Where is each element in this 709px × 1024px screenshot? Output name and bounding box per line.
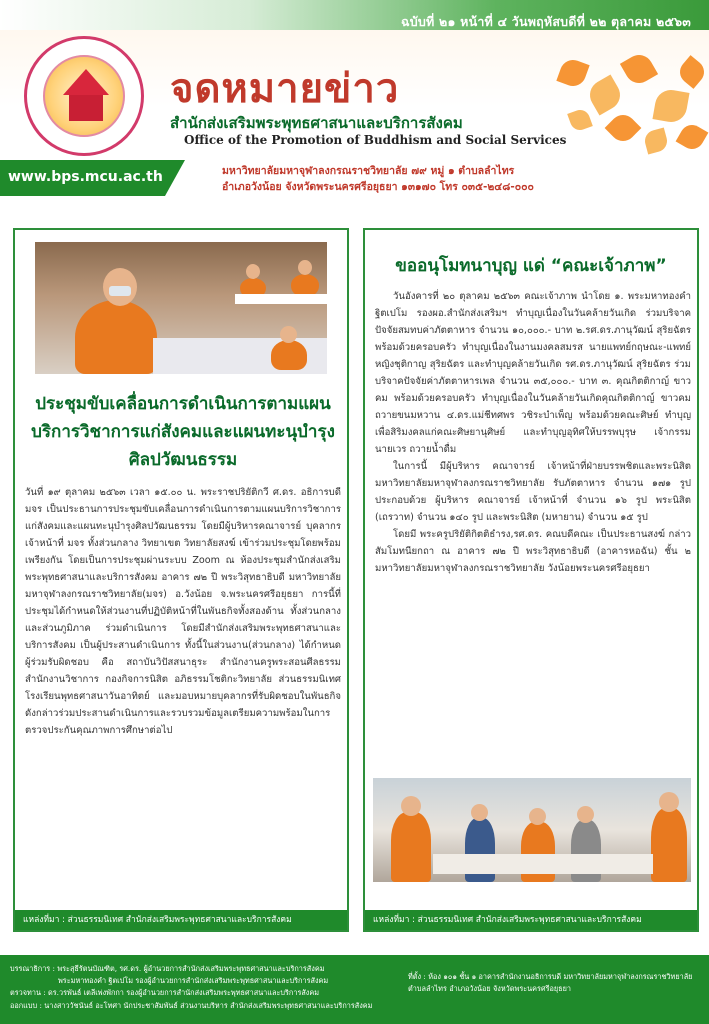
organization-logo (24, 36, 144, 156)
footer-editor-line: พระมหาทองคำ ฐิตเปโม รองผู้อำนวยการสำนักส่งเสริมพระพุทธศาสนาและบริการสังคม (58, 976, 329, 986)
meeting-body: วันที่ ๑๙ ตุลาคม ๒๕๖๓ เวลา ๑๕.๐๐ น. พระราชปริยัติกวี ศ.ดร. อธิการบดี มจร เป็นประธานการประชุมขับเคลื่อนการดำเนินการตามแผนบริการวิชาการแก่สังคมและแผนทะนุบำรุงศิลปวัฒนธรรม โดยมีผู้บริหารคณาจารย์ บุคลากร เจ้าหน้าที่ มจร ทั้งส่วนกลาง วิทยาเขต วิทยาลัยสงฆ์ เข้าร่วมประชุมโดยพร้อมเพรียงกัน โดยเป็นการประชุมผ่านระบบ Zoom ณ ห้องประชุมสำนักส่งเสริมพระพุทธศาสนาและบริการสังคม อาคาร ๗๒ ปี พระวิสุทธาธิบดี มหาวิทยาลัยมหาจุฬาลงกรณราชวิทยาลัย(มจร) อ.วังน้อย จ.พระนครศรีอยุธยา การนี้ที่ประชุมได้กำหนดให้ส่วนงานที่ปฏิบัติหน้าที่ในพันธกิจทั้งสองด้าน ทั้งส่วนกลางและส่วนภูมิภาค ร่วมดำเนินการ โดยมีสำนักส่งเสริมพระพุทธศาสนาและบริการสังคม เป็นผู้ประสานดำเนินการ ทั้งนี้ในส่วนงาน(ส่วนกลาง) ได้กำหนดผู้ร่วมรับผิดชอบ คือ สถาบันวิปัสสนาธุระ สำนักงานครูพระสอนศีลธรรม สำนักงานวิชาการ กองกิจการนิสิต อภิธรรมโชติกะวิทยาลัย ส่วนธรรมนิเทศ โรงเรียนพุทธศาสนาวันอาทิตย์ และมอบหมายบุคลากรที่รับผิดชอบในพันธกิจดังกล่าวร่วมประสานดำเนินการและรวบรวมข้อมูลเตรียมความพร้อมในการตรวจประกันคุณภาพการศึกษาต่อไป (25, 487, 341, 736)
footer-editor-line: ตรวจทาน : ดร.วรพันธ์ เตลีเพ่งพักกา รองผู้อำนวยการสำนักส่งเสริมพระพุทธศาสนาและบริการสังคม (10, 988, 320, 998)
meeting-headline: ประชุมขับเคลื่อนการดำเนินการตามแผนบริการวิชาการแก่สังคมและแผนทะนุบำรุงศิลปวัฒนธรรม (31, 394, 335, 470)
website-link[interactable]: www.bps.mcu.ac.th (8, 169, 163, 185)
donation-source: แหล่งที่มา : ส่วนธรรมนิเทศ สำนักส่งเสริมพระพุทธศาสนาและบริการสังคม (365, 910, 697, 930)
donation-paragraph-1: วันอังคารที่ ๒๐ ตุลาคม ๒๕๖๓ คณะเจ้าภาพ นำโดย ๑. พระมหาทองคำ ฐิตเปโม รองผอ.สำนักส่งเสริมฯ ทำบุญเนื่องในวันคล้ายวันเกิด ร่วมบริจาคปัจจัยสมทบค่าภัตตาหาร จำนวน ๑๐,๐๐๐.- บาท ๒.รศ.ดร.ภานุวัฒน์ สุริยฉัตร พร้อมด้วยครอบครัว ทำบุญเนื่องในงานมงคลสมรส นายแพทย์กฤษณะ-แพทย์หญิงชุติกาญ สุริยฉัตร และทำบุญคล้ายวันเกิด รศ.ดร.ภานุวัฒน์ สุริยฉัตร ร่วมบริจาคปัจจัยค่าภัตตาหารเพล จำนวน ๓๕,๐๐๐.- บาท ๓. คุณกิตติกาญ์ ขาวคม พร้อมด้วยครอบครัว ทำบุญเนื่องในวันคล้ายวันเกิดคุณกิตติกาญ์ ขาวคม ถวายขนมหวาน ๔.ดร.แม่ชีทศพร วชิระบำเพ็ญ พร้อมด้วยคณะศิษย์ ทำบุญเพื่อสิริมงคลแก่คณะศิษยานุศิษย์ และทำบุญอุทิศให้บรรพบุรุษ เจ้ากรรมนายเวร ถวายน้ำดื่ม (375, 291, 691, 455)
donation-paragraph-2: ในการนี้ มีผู้บริหาร คณาจารย์ เจ้าหน้าที่ฝ่ายบรรพชิตและพระนิสิตมหาวิทยาลัยมหาจุฬาลงกรณราชวิทยาลัย รับภัตตาหาร จำนวน ๑๗๑ รูป ประกอบด้วย ผู้บริหาร คณาจารย์ เจ้าหน้าที่ จำนวน ๑๖ รูป พระนิสิต (เถรวาท) จำนวน ๑๔๐ รูป และพระนิสิต (มหายาน) จำนวน ๑๕ รูป (375, 461, 691, 523)
organization-name-en: Office of the Promotion of Buddhism and Social Services (184, 133, 567, 147)
donation-headline: ขออนุโมทนาบุญ แด่ “คณะเจ้าภาพ” (395, 256, 667, 276)
address-line-1: มหาวิทยาลัยมหาจุฬาลงกรณราชวิทยาลัย ๗๙ หมู่ ๑ ตำบลลำไทร (222, 165, 515, 177)
footer-editor-line: บรรณาธิการ : พระสุธีรัตนบัณฑิต, รศ.ดร. ผู้อำนวยการสำนักส่งเสริมพระพุทธศาสนาและบริการสังคม (10, 964, 325, 973)
meeting-article (13, 228, 349, 932)
donation-body (375, 288, 691, 577)
meeting-source: แหล่งที่มา : ส่วนธรรมนิเทศ สำนักส่งเสริมพระพุทธศาสนาและบริการสังคม (15, 910, 347, 930)
donation-photo (373, 778, 691, 882)
footer-location: ที่ตั้ง : ห้อง ๑๐๑ ชั้น ๑ อาคารสำนักงานอธิการบดี มหาวิทยาลัยมหาจุฬาลงกรณราชวิทยาลัย ตำบลลำไทร อำเภอวังน้อย จังหวัดพระนครศรีอยุธยา (408, 972, 693, 994)
donation-paragraph-3: โดยมี พระครูปริยัติกิตติธำรง,รศ.ดร. คณบดีคณะ เป็นประธานสงฆ์ กล่าวสัมโมทนียกถา ณ อาคาร ๗๒ ปี พระวิสุทธาธิบดี (อาคารหอฉัน) ชั้น ๒ มหาวิทยาลัยมหาจุฬาลงกรณราชวิทยาลัย วังน้อยพระนครศรีอยุธยา (375, 529, 691, 574)
meeting-photo (35, 242, 327, 374)
issue-info: ฉบับที่ ๒๑ หน้าที่ ๔ วันพฤหัสบดีที่ ๒๒ ตุลาคม ๒๕๖๓ (401, 14, 691, 29)
donation-article (363, 228, 699, 932)
footer-editorial-credits (10, 963, 406, 1012)
newsletter-title: จดหมายข่าว (170, 65, 400, 112)
footer-editor-line: ออกแบบ : นางสาววัชนันธ์ อะโทศา นักประชาสัมพันธ์ ส่วนงานบริหาร สำนักส่งเสริมพระพุทธศาสนาและบริการสังคม (10, 1000, 373, 1010)
logo-emblem (43, 55, 125, 137)
address-line-2: อำเภอวังน้อย จังหวัดพระนครศรีอยุธยา ๑๓๑๗๐ โทร ๐๓๕-๒๔๘-๐๐๐ (222, 181, 534, 193)
organization-name-th: สำนักส่งเสริมพระพุทธศาสนาและบริการสังคม (170, 114, 463, 132)
footer (0, 955, 709, 1024)
